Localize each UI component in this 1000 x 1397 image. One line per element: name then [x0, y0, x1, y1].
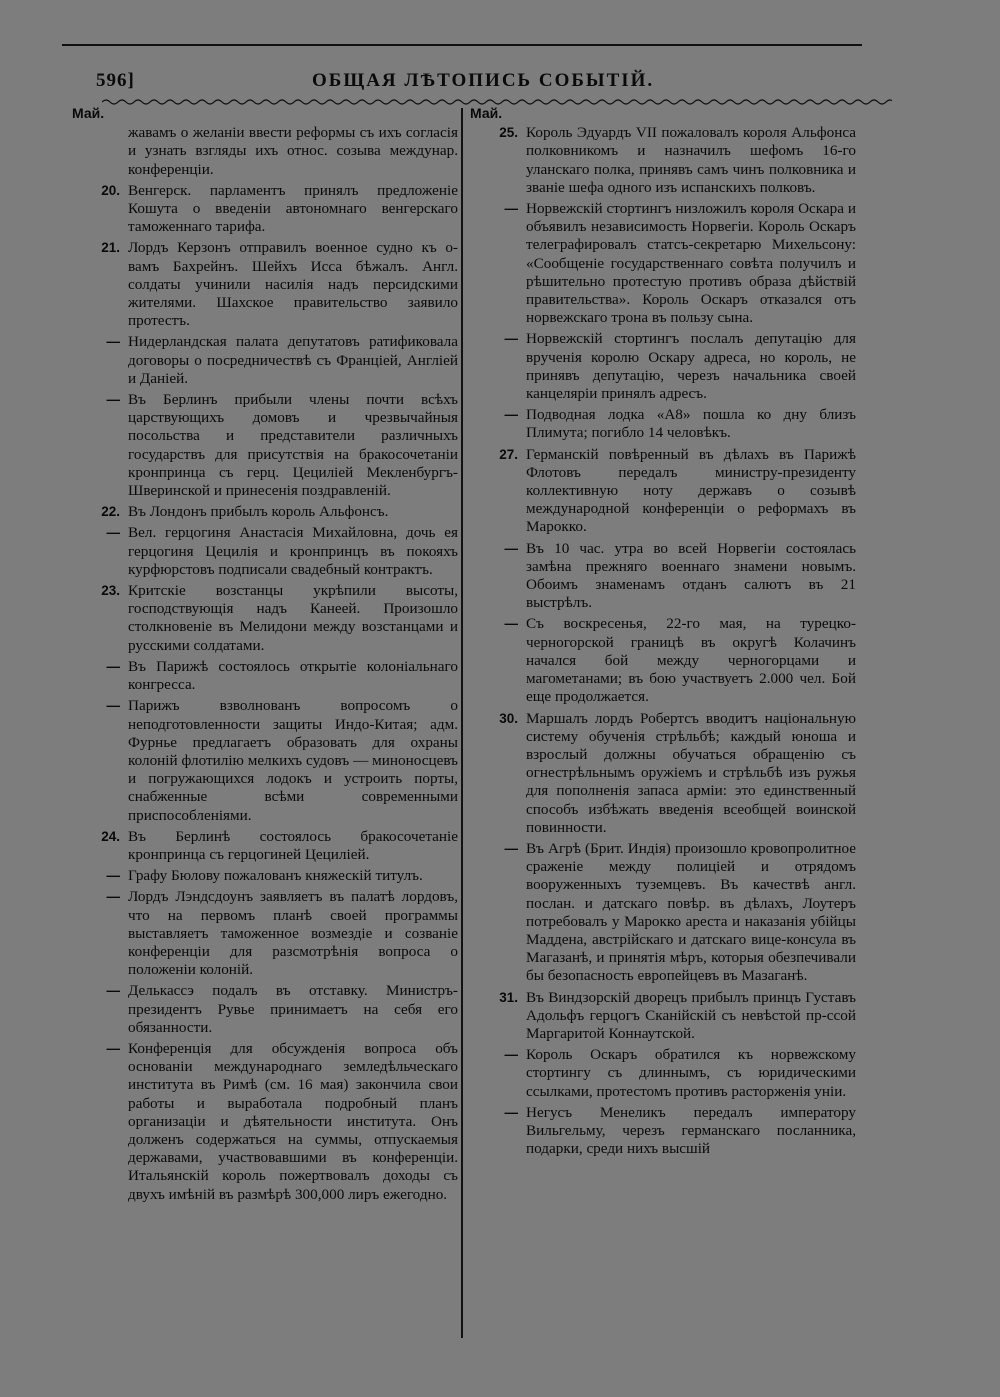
column-divider [461, 108, 463, 1338]
entry-date: 31. [499, 989, 518, 1005]
entry-date: — [504, 331, 518, 347]
chronicle-entry [72, 828, 458, 864]
entry-text: Король Оскаръ обратился къ норвежскому стортингу съ длиннымъ, съ юридическими ссылками, протестомъ противъ расторженія уніи. [526, 1046, 856, 1100]
entry-date: — [106, 658, 120, 674]
chronicle-entry [72, 124, 458, 179]
entry-text: Нидерландская палата депутатовъ ратификовала договоры о посредничествѣ съ Франціей, Англіей и Даніей. [128, 333, 458, 387]
chronicle-entry [72, 697, 458, 824]
entry-text: Парижъ взволнованъ вопросомъ о неподготовленности защиты Индо-Китая; адм. Фурнье предлагаетъ образовать для охраны колоній флотилію мелкихъ судовъ — миноносцевъ и погружающихся лодокъ и устроить порты, снабженные всѣми современными приспособленіями. [128, 697, 458, 824]
entry-date: — [106, 868, 120, 884]
left-column [72, 104, 458, 1207]
chronicle-entry [72, 982, 458, 1037]
chronicle-entry [470, 124, 856, 197]
entry-date: 22. [101, 504, 120, 520]
entry-date: — [106, 889, 120, 905]
chronicle-entry [470, 840, 856, 986]
entry-text: Въ Берлинѣ состоялось бракосочетаніе кронпринца съ герцогиней Цециліей. [128, 827, 458, 863]
entry-date: — [504, 1047, 518, 1063]
entry-text: жавамъ о желаніи ввести реформы съ ихъ согласія и узнать взгляды ихъ относ. созыва междунар. конференціи. [128, 124, 458, 178]
entry-text: Въ 10 час. утра во всей Норвегіи состоялась замѣна прежняго военнаго знамени новымъ. Обоимъ знаменамъ отданъ салютъ въ 21 выстрѣлъ. [526, 539, 856, 612]
entry-text: Въ Берлинъ прибыли члены почти всѣхъ царствующихъ домовъ и чрезвычайныя посольства и представители различныхъ государствъ для присутствія на бракосочетаніи кронпринца съ герц. Цециліей Мекленбургъ-Шверинской и принесенія поздравленій. [128, 391, 458, 500]
chronicle-entry [470, 540, 856, 613]
entry-text: Критскіе возстанцы укрѣпили высоты, господствующія надъ Канеей. Произошло столкновеніе въ Мелидони между возстанцами и русскими солдатами. [128, 582, 458, 654]
entry-date: — [504, 840, 518, 856]
chronicle-entry [470, 446, 856, 537]
chronicle-entry [72, 503, 458, 521]
entry-date: 23. [101, 583, 120, 599]
chronicle-entry [72, 524, 458, 579]
entry-text: Делькассэ подалъ въ отставку. Министръ-президентъ Рувье принимаетъ на себя его обязанности. [128, 982, 458, 1036]
entry-text: Норвежскій стортингъ низложилъ короля Оскара и объявилъ независимость Норвегіи. Король Оскаръ телеграфировалъ статсъ-секретарю Михельсону: «Сообщеніе государственнаго совѣта получилъ и рѣшительно протестую противъ образа дѣйствій правительства». Король Оскаръ отказался отъ норвежскаго трона въ пользу сына. [526, 200, 856, 327]
entry-date: 25. [499, 125, 518, 141]
entry-date: — [504, 616, 518, 632]
top-rule [62, 44, 862, 46]
book-page [62, 44, 862, 1344]
entry-text: Норвежскій стортингъ послалъ депутацію для врученія королю Оскару адреса, но король, не принявъ депутацію, черезъ начальника своей канцеляріи принялъ адресъ. [526, 330, 856, 403]
chronicle-entry [470, 330, 856, 403]
chronicle-entry [72, 582, 458, 655]
month-label: Май. [72, 105, 105, 121]
chronicle-entry [72, 239, 458, 330]
entry-date: 30. [499, 710, 518, 726]
entry-text: Подводная лодка «А8» пошла ко дну близъ Плимута; погибло 14 человѣкъ. [526, 406, 856, 442]
entry-text: Графу Бюлову пожалованъ княжескій титулъ. [128, 867, 423, 885]
chronicle-entry [72, 867, 458, 885]
entry-text: Лордъ Керзонъ отправилъ военное судно къ о-вамъ Бахрейнъ. Шейхъ Исса бѣжалъ. Англ. солдаты учинили насилія надъ персидскими жителями. Шахское правительство заявило протестъ. [128, 239, 458, 330]
entry-date: 20. [101, 182, 120, 198]
entry-date: — [106, 392, 120, 408]
entry-date: — [106, 698, 120, 714]
entry-text: Вел. герцогиня Анастасія Михайловна, дочь ея герцогиня Цецилія и кронпринцъ въ покояхъ курфюрстовъ подписали свадебный контрактъ. [128, 524, 458, 578]
entry-text: Венгерск. парламентъ принялъ предложеніе Кошута о введеніи автономнаго венгерскаго таможеннаго тарифа. [128, 181, 458, 236]
chronicle-entry [470, 615, 856, 706]
entry-date: — [106, 334, 120, 350]
entry-text: Въ Виндзорскій дворецъ прибылъ принцъ Густавъ Адольфъ герцогъ Сканійскій съ невѣстой пр-ссой Маргаритой Коннаутской. [526, 988, 856, 1042]
entry-text: Конференція для обсужденія вопроса объ основаніи международнаго земледѣльческаго института въ Римѣ (см. 16 мая) закончила свои работы и выработала подробный планъ организаціи и дѣятельности института. Онъ долженъ содержаться на суммы, отпускаемыя державами, участвовавшими въ конференціи. Итальянскій король пожертвовалъ доходы съ двухъ имѣній въ размѣрѣ 300,000 лиръ ежегодно. [128, 1039, 458, 1203]
page-number: 596] [96, 70, 135, 91]
running-title: ОБЩАЯ ЛѢТОПИСЬ СОБЫТІЙ. [312, 70, 655, 91]
entry-date: — [504, 1104, 518, 1120]
right-column [470, 104, 856, 1161]
entry-text: Маршалъ лордъ Робертсъ вводитъ національную систему обученія стрѣльбѣ; каждый юноша и взрослый должны обучаться обращенію съ огнестрѣльнымъ оружіемъ и стрѣльбѣ изъ ружья для пополненія запаса арміи: это единственный способъ избѣжать введенія всеобщей воинской повинности. [526, 709, 856, 836]
entry-text: Въ Лондонъ прибылъ король Альфонсъ. [128, 503, 389, 521]
entry-date: 27. [499, 446, 518, 462]
entry-text: Король Эдуардъ VII пожаловалъ короля Альфонса полковникомъ и назначилъ шефомъ 16-го уланскаго полка, принявъ самъ чинъ полковника и званіе шефа одного изъ испанскихъ полковъ. [526, 124, 856, 196]
entry-date: — [504, 540, 518, 556]
chronicle-entry [470, 1046, 856, 1101]
chronicle-entry [470, 710, 856, 837]
entry-date: — [106, 1040, 120, 1056]
entry-date: — [504, 201, 518, 217]
chronicle-entry [470, 200, 856, 327]
entry-date: — [504, 407, 518, 423]
chronicle-entry [72, 333, 458, 388]
entry-text: Съ воскресенья, 22-го мая, на турецко-черногорской границѣ въ округѣ Колачинъ начался бой между черногорцами и магометанами; въ бою участвуетъ 2.000 чел. Бой еще продолжается. [526, 615, 856, 706]
chronicle-entry [72, 888, 458, 979]
chronicle-entry [470, 406, 856, 442]
chronicle-entry [470, 1104, 856, 1159]
entry-date: — [106, 983, 120, 999]
chronicle-entry [72, 182, 458, 237]
entry-text: Лордъ Лэндсдоунъ заявляетъ въ палатѣ лордовъ, что на первомъ планѣ своей программы выставляетъ таможенное возмездіе и созваніе конференціи для разсмотрѣнія вопроса о положеніи колоній. [128, 888, 458, 979]
entry-date: 24. [101, 828, 120, 844]
chronicle-entry [72, 658, 458, 694]
chronicle-entry [72, 1040, 458, 1204]
chronicle-entry [72, 391, 458, 500]
entry-text: Негусъ Менеликъ передалъ императору Вильгельму, черезъ германскаго посланника, подарки, среди нихъ высшій [526, 1103, 856, 1158]
entry-date: 21. [101, 240, 120, 256]
entry-text: Въ Парижѣ состоялось открытіе колоніальнаго конгресса. [128, 657, 458, 694]
entry-date: — [106, 525, 120, 541]
month-label: Май. [470, 105, 503, 121]
entry-text: Германскій повѣренный въ дѣлахъ въ Парижѣ Флотовъ передалъ министру-президенту коллективную ноту державъ о созывѣ международной конференціи о реформахъ въ Марокко. [526, 445, 856, 536]
chronicle-entry [470, 989, 856, 1044]
entry-text: Въ Агрѣ (Брит. Индія) произошло кровопролитное сраженіе между полиціей и отрядомъ вооруженныхъ туземцевъ. Въ качествѣ англ. послан. и датскаго повѣр. въ дѣлахъ, Лоутеръ потребовалъ у Марокко ареста и наказанія убійцы Маддена, австрійскаго и датскаго вице-консула въ Магазанѣ, и принятія мѣръ, которыя обезпечивали бы безопасность европейцевъ въ Мазаганѣ. [526, 839, 856, 985]
